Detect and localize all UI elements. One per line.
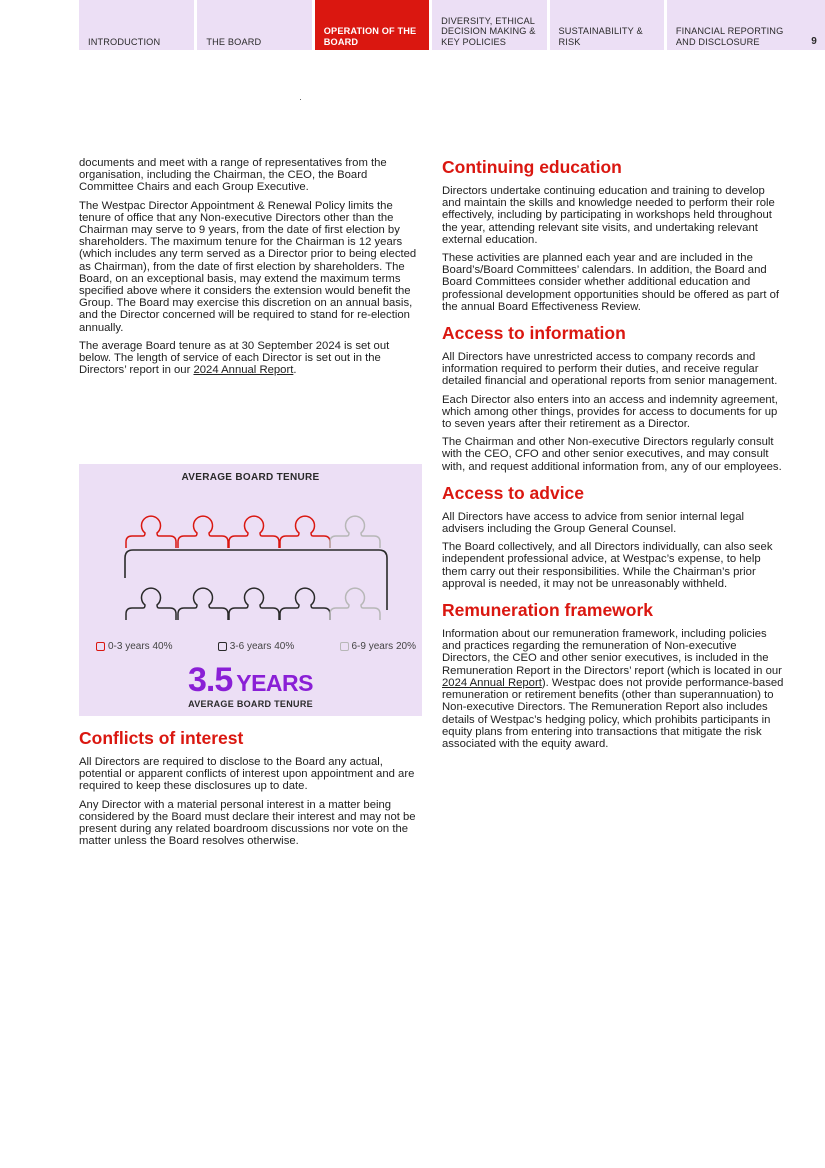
director-figure-0-3-years (126, 516, 176, 548)
panel-title: AVERAGE BOARD TENURE (181, 472, 320, 483)
panel-subtitle: AVERAGE BOARD TENURE (188, 699, 313, 709)
paragraph: The Chairman and other Non-executive Directors regularly consult with the CEO, CFO and other senior executives, and may consult with, and request additional information from, any of our employees. (442, 436, 782, 473)
paragraph-text: The average Board tenure as at 30 September 2024 is set out below. The length of service of each Director is set out in the Directors’ report in our (79, 339, 390, 377)
average-tenure-figure (79, 662, 422, 698)
director-figure-0-3-years (178, 516, 228, 548)
boardroom-table-outline (125, 550, 387, 610)
tab-label: OPERATION OF THE BOARD (323, 26, 417, 47)
director-figure-0-3-years (280, 516, 330, 548)
director-figure-6-9-years (330, 588, 380, 620)
tab-label: INTRODUCTION (88, 36, 161, 47)
tenure-pictogram (79, 492, 422, 642)
paragraph (79, 340, 421, 377)
tenure-value: 3.5 (187, 661, 233, 699)
access-to-advice-heading: Access to advice (442, 482, 585, 503)
page-number: 9 (811, 35, 817, 47)
tab-label: FINANCIAL REPORTING AND DISCLOSURE (675, 26, 784, 47)
legend-swatch-gray (340, 642, 349, 651)
paragraph: The Board collectively, and all Directors individually, can also seek independent professional advice, at Westpac’s expense, to help them carry out their responsibilities. While the Chairman’s prior approval is needed, it may not be unreasonably withheld. (442, 541, 773, 590)
continuing-education-heading: Continuing education (442, 157, 622, 177)
paragraph: All Directors have unrestricted access to company records and information required to perform their duties, and receive regular detailed financial and operational reports from senior management. (442, 351, 778, 388)
tenure-unit: YEARS (236, 670, 313, 696)
paragraph: All Directors have access to advice from senior internal legal advisers including the Group General Counsel. (442, 510, 745, 536)
paragraph: Any Director with a material personal interest in a matter being considered by the Board must declare their interest and may not be present during any related boardroom discussions nor vote on the matter unless the Board resolves otherwise. (79, 798, 416, 848)
tab-the-board[interactable] (197, 0, 311, 50)
tab-operation-of-the-board[interactable] (315, 0, 429, 50)
director-figure-3-6-years (229, 588, 279, 620)
bottom-row-people (126, 588, 380, 620)
legend-label: 0-3 years 40% (108, 641, 173, 652)
right-column (442, 157, 786, 756)
paragraph: All Directors are required to disclose to the Board any actual, potential or apparent conflicts of interest upon appointment and are required to keep these disclosures up to date. (79, 756, 415, 793)
section-nav (79, 0, 825, 50)
paragraph-text: . (293, 364, 297, 377)
tab-introduction[interactable] (79, 0, 194, 50)
director-figure-0-3-years (229, 516, 279, 548)
paragraph: documents and meet with a range of representatives from the organisation, including the Chairman, the CEO, the Board Committee Chairs and each Group Executive. (79, 157, 387, 194)
top-row-people (126, 516, 380, 548)
access-to-information-heading: Access to information (442, 323, 626, 344)
conflicts-section (79, 728, 421, 853)
conflicts-heading: Conflicts of interest (79, 728, 244, 748)
tab-sustainability-risk[interactable] (550, 0, 664, 50)
paragraph: Directors undertake continuing education and training to develop and maintain the skills and knowledge needed to perform their role effectively, including by participating in workshops held throughout the year, attending relevant site visits, and undertaking relevant external education. (442, 185, 775, 246)
legend-label: 3-6 years 40% (229, 641, 295, 652)
legend-swatch-red (96, 642, 105, 651)
paragraph: Each Director also enters into an access and indemnity agreement, which among other things, provides for access to documents for up to seven years after their retirement as a Director. (442, 393, 778, 431)
paragraph: The Westpac Director Appointment & Renewal Policy limits the tenure of office that any Non-executive Directors other than the Chairman may serve to 9 years, from the date of first election by shareholders. The maximum tenure for the Chairman is 12 years (which includes any term served as a Director prior to being elected as Chairman), from the date of first election by shareholders. The Board, on an exceptional basis, may extend the maximum terms specified above where it considers the extension would benefit the Group. The Board may exercise this discretion on an annual basis, and the Director concerned will be required to stand for re-election annually. (79, 199, 417, 334)
tab-diversity-ethics-policies[interactable] (432, 0, 546, 50)
legend-item-0-3 (96, 641, 172, 652)
tab-label: THE BOARD (206, 36, 262, 47)
paragraph-text: ). Westpac does not provide performance-based remuneration or retirement benefits (other than superannuation) to Non-executive Directors. The Remuneration Report also includes details of Westpac’s hedging policy, which prohibits participants in equity plans from entering into transactions that mitigate the risk associated with the equity award. (442, 676, 784, 750)
tenure-legend (96, 641, 416, 652)
legend-item-3-6 (218, 641, 294, 652)
director-figure-6-9-years (330, 516, 380, 548)
stray-dot (300, 99, 301, 100)
legend-item-6-9 (340, 641, 416, 652)
tab-label: SUSTAINABILITY & RISK (558, 26, 643, 47)
director-figure-3-6-years (126, 588, 176, 620)
left-column (79, 157, 421, 382)
paragraph: These activities are planned each year and are included in the Board’s/Board Committees’ calendars. In addition, the Board and Board Committees consider whether additional education and professional development opportunities should be offered as part of the annual Board Effectiveness Review. (442, 252, 780, 313)
tab-financial-reporting[interactable] (667, 0, 825, 50)
annual-report-link[interactable]: 2024 Annual Report (193, 364, 294, 377)
legend-label: 6-9 years 20% (351, 641, 416, 652)
remuneration-framework-heading: Remuneration framework (442, 600, 654, 621)
paragraph-text: Information about our remuneration framework, including policies and practices regarding the remuneration of Non-executive Directors, the CEO and other senior executives, is included in the Remuneration Report in the Directors’ report (which is located in our (442, 628, 782, 677)
director-figure-3-6-years (178, 588, 228, 620)
paragraph (442, 628, 786, 750)
annual-report-link[interactable]: 2024 Annual Report (442, 676, 542, 689)
legend-swatch-dark (218, 642, 227, 651)
board-tenure-panel (79, 464, 422, 716)
tab-label: DIVERSITY, ETHICAL DECISION MAKING & KEY POLICIES (441, 15, 536, 47)
director-figure-3-6-years (280, 588, 330, 620)
